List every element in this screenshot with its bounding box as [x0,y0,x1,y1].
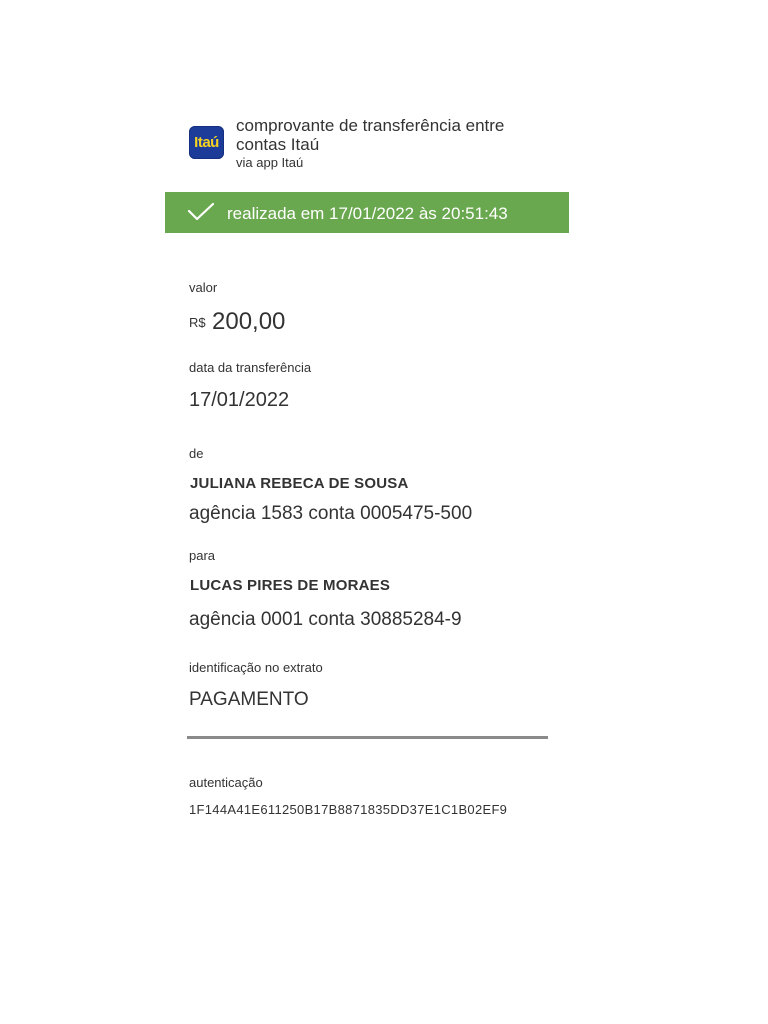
statement-id-value: PAGAMENTO [189,689,309,710]
section-divider [187,736,548,739]
logo-text: Itaú [194,134,219,151]
receipt-subtitle: via app Itaú [236,155,304,170]
to-account: agência 0001 conta 30885284-9 [189,609,462,630]
to-name: LUCAS PIRES DE MORAES [190,577,391,594]
status-banner [165,192,569,233]
transfer-date-label: data da transferência [189,360,312,375]
statement-id-label: identificação no extrato [189,660,323,675]
currency-symbol: R$ [189,315,206,330]
to-label: para [189,548,216,563]
authentication-code: 1F144A41E611250B17B8871835DD37E1C1B02EF9 [189,802,508,817]
amount-value: 200,00 [212,308,286,335]
from-name: JULIANA REBECA DE SOUSA [190,475,409,492]
authentication-label: autenticação [189,775,263,790]
valor-label: valor [189,280,218,295]
status-text: realizada em 17/01/2022 às 20:51:43 [227,204,508,223]
itau-logo [189,126,224,159]
from-label: de [189,446,204,461]
checkmark-icon [187,201,215,223]
transfer-date-value: 17/01/2022 [189,389,290,411]
from-account: agência 1583 conta 0005475-500 [189,503,473,524]
receipt-title: comprovante de transferência entre contas Itaú [236,116,505,154]
